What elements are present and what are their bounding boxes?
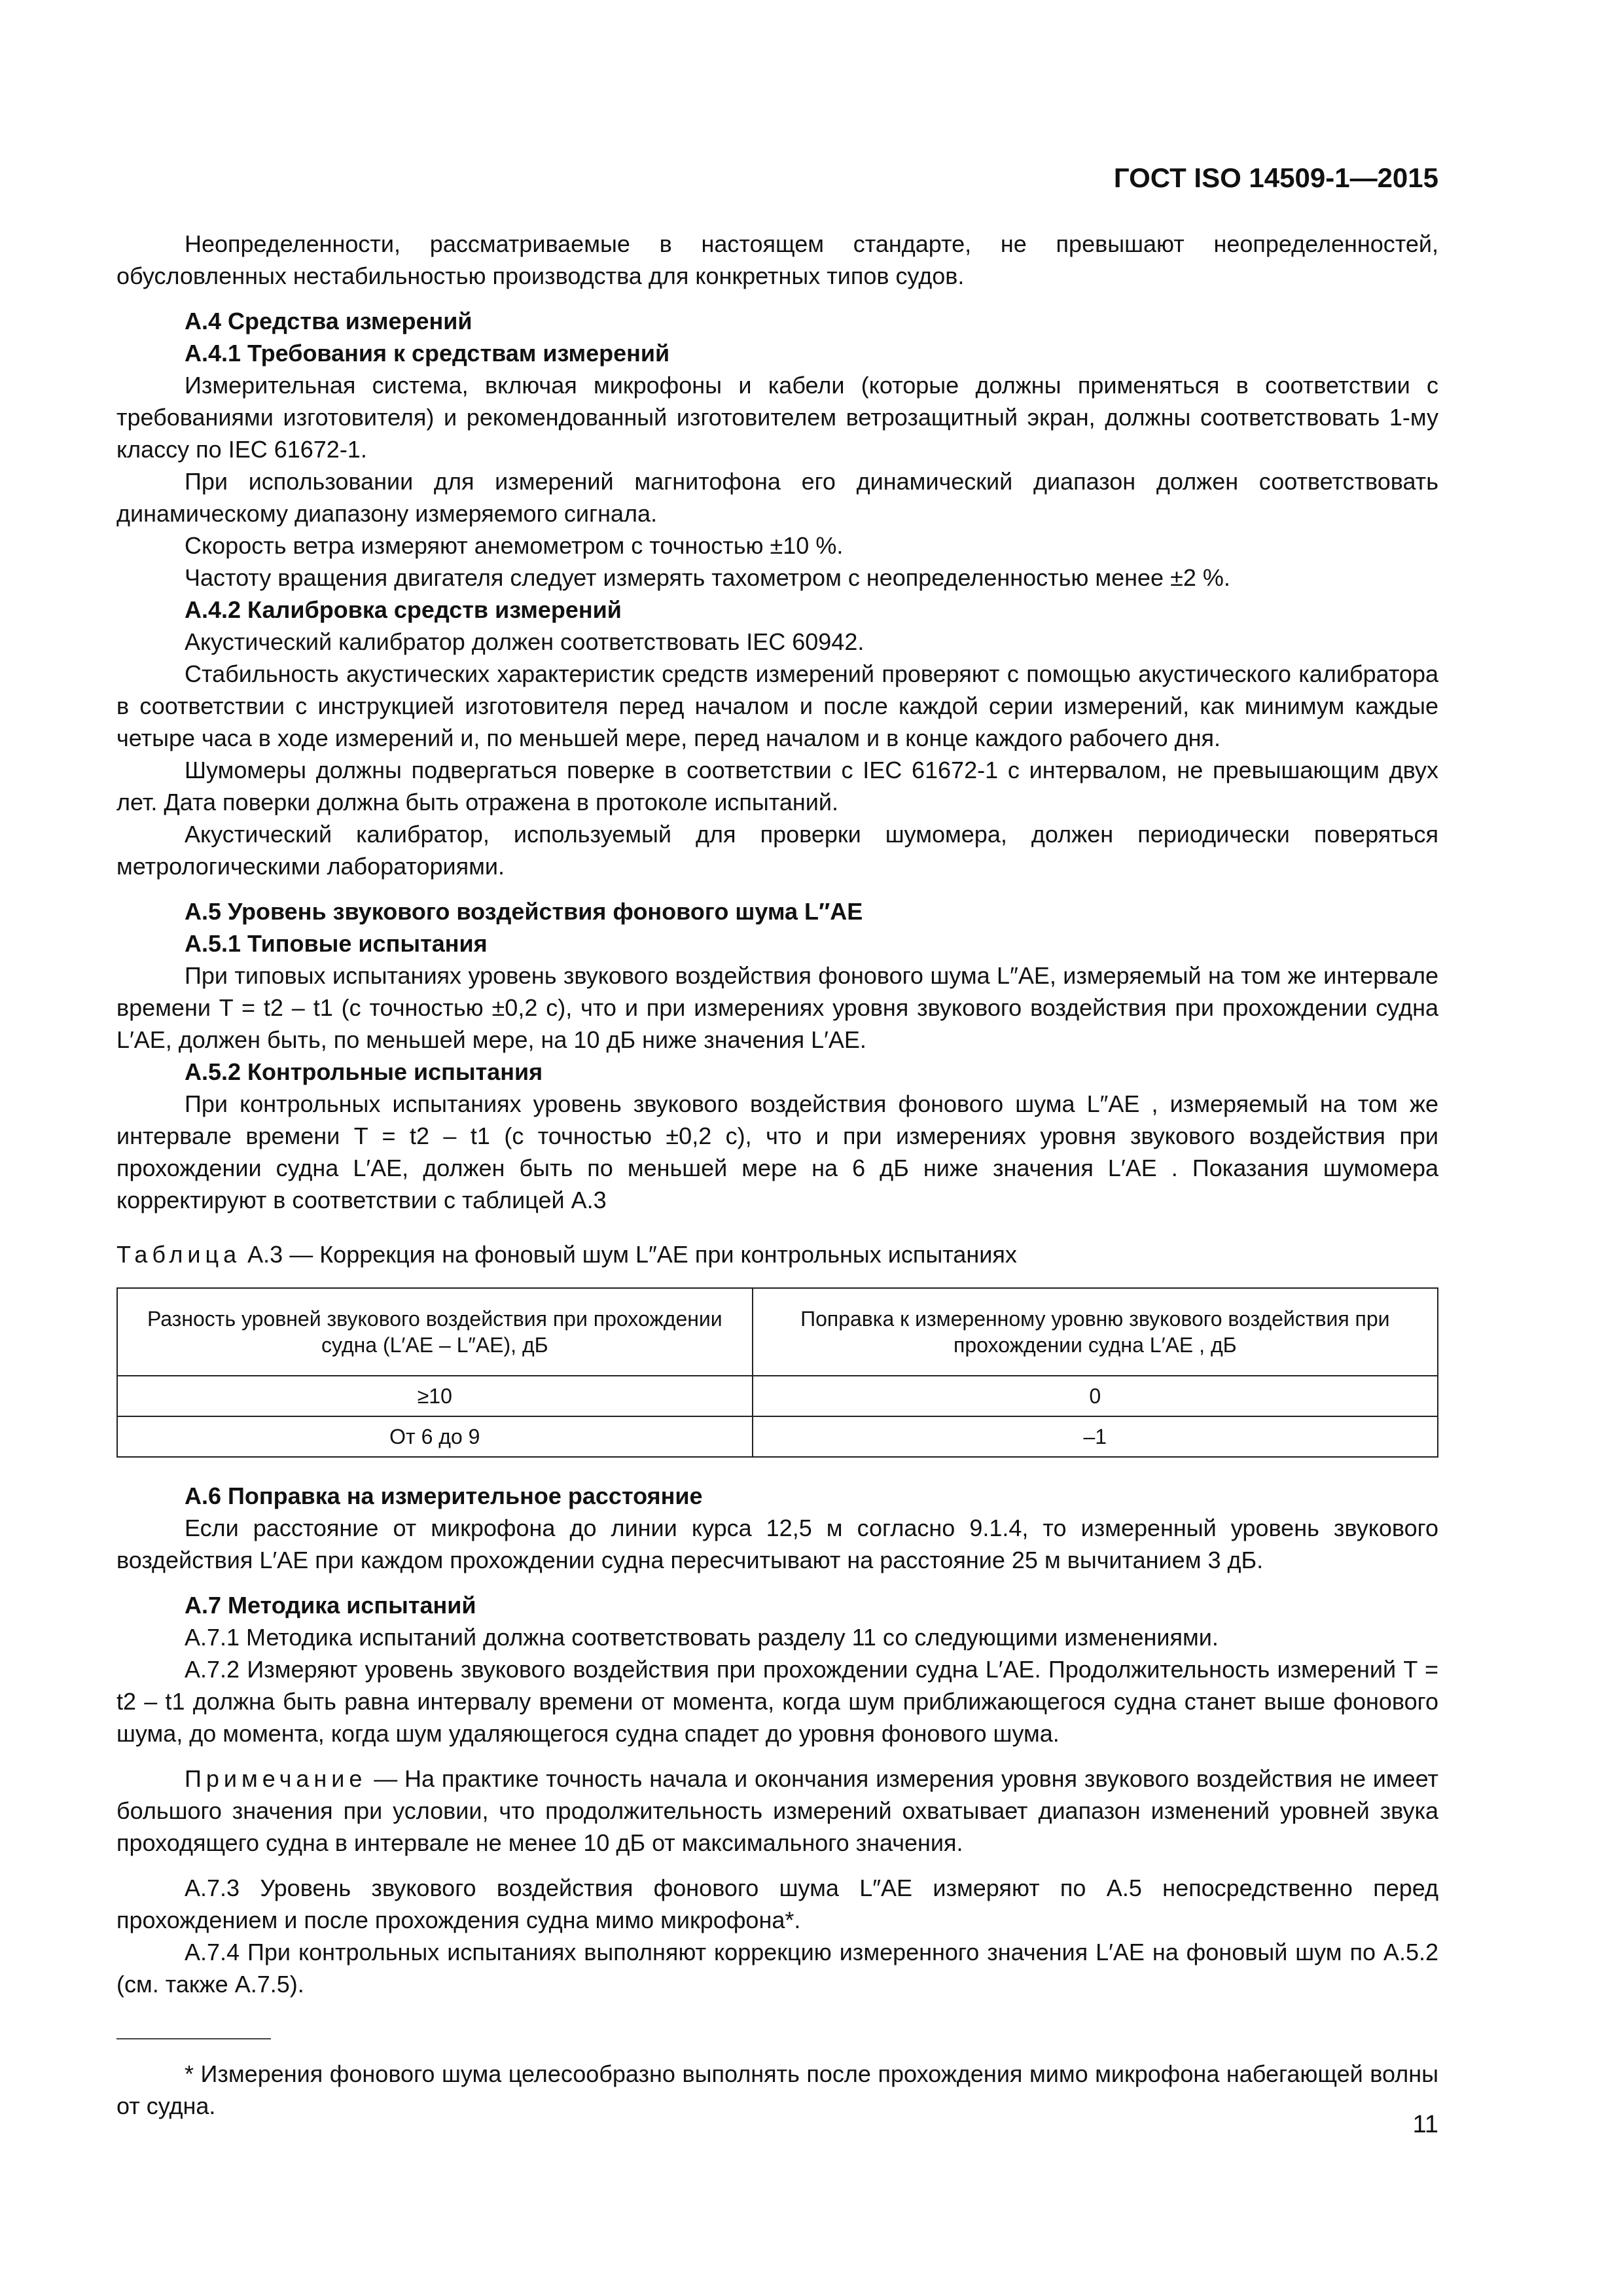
a42-paragraph-4: Акустический калибратор, используемый для проверки шумомера, должен периодически поверяться метрологическими лабораториями. (116, 821, 1438, 880)
table-caption-label: Таблица (116, 1241, 241, 1268)
section-a42-title: А.4.2 Калибровка средств измерений (185, 596, 622, 623)
section-a52-title: А.5.2 Контрольные испытания (185, 1058, 543, 1085)
section-a51-title: А.5.1 Типовые испытания (185, 930, 488, 957)
table-header-col1: Разность уровней звукового воздействия при прохождении судна (L′AE – L″AE), дБ (117, 1288, 753, 1376)
page-number: 11 (1412, 2111, 1438, 2138)
table-cell: ≥10 (117, 1376, 753, 1416)
document-header: ГОСТ ISO 14509-1—2015 (1113, 162, 1438, 193)
a7-paragraph-3: А.7.3 Уровень звукового воздействия фонового шума L″AE измеряют по А.5 непосредственно перед прохождением и после прохождения судна мимо микрофона*. (116, 1874, 1438, 1933)
table-row (117, 1416, 1438, 1457)
a7-note (116, 1763, 1438, 1859)
document-body (116, 228, 1438, 2122)
a7-paragraph-4: А.7.4 При контрольных испытаниях выполняют коррекцию измеренного значения L′AE на фоновый шум по А.5.2 (см. также А.7.5). (116, 1939, 1438, 1998)
a42-paragraph-1: Акустический калибратор должен соответствовать IEC 60942. (185, 628, 865, 655)
intro-paragraph: Неопределенности, рассматриваемые в настоящем стандарте, не превышают неопределенностей, обусловленных нестабильностью производства для конкретных типов судов. (116, 230, 1438, 289)
table-caption (116, 1238, 1438, 1270)
a7-paragraph-1: А.7.1 Методика испытаний должна соответствовать разделу 11 со следующими изменениями. (185, 1624, 1219, 1651)
table-cell: 0 (753, 1376, 1438, 1416)
table-cell: От 6 до 9 (117, 1416, 753, 1457)
section-a41-title: А.4.1 Требования к средствам измерений (185, 340, 670, 367)
note-label: Примечание (185, 1765, 367, 1792)
section-a4-title: А.4 Средства измерений (185, 308, 473, 334)
a41-paragraph-3: Скорость ветра измеряют анемометром с точностью ±10 %. (185, 532, 844, 559)
a42-paragraph-3: Шумомеры должны подвергаться поверке в соответствии с IEC 61672-1 с интервалом, не превышающим двух лет. Дата поверки должна быть отражена в протоколе испытаний. (116, 757, 1438, 816)
section-a7-title: А.7 Методика испытаний (185, 1592, 476, 1619)
a6-paragraph-1: Если расстояние от микрофона до линии курса 12,5 м согласно 9.1.4, то измеренный уровень звукового воздействия L′AE при каждом прохождении судна пересчитывают на расстояние 25 м вычитанием 3 дБ. (116, 1515, 1438, 1573)
a41-paragraph-4: Частоту вращения двигателя следует измерять тахометром с неопределенностью менее ±2 %. (185, 564, 1230, 591)
a51-paragraph-1: При типовых испытаниях уровень звукового воздействия фонового шума L″AE, измеряемый на том же интервале времени T = t2 – t1 (с точностью ±0,2 с), что и при измерениях уровня звукового воздействия при прохождении судна L′AE, должен быть, по меньшей мере, на 10 дБ ниже значения L′AE. (116, 962, 1438, 1053)
correction-table (116, 1287, 1438, 1458)
footnote-divider (116, 2038, 271, 2039)
a52-paragraph-1: При контрольных испытаниях уровень звукового воздействия фонового шума L″AE , измеряемый на том же интервале времени T = t2 – t1 (с точностью ±0,2 с), что и при измерениях уровня звукового воздействия при прохождении судна L′AE, должен быть по меньшей мере на 6 дБ ниже значения L′AE . Показания шумомера корректируют в соответствии с таблицей А.3 (116, 1090, 1438, 1213)
a42-paragraph-2: Стабильность акустических характеристик средств измерений проверяют с помощью акустического калибратора в соответствии с инструкцией изготовителя перед началом и после каждой серии измерений, как минимум каждые четыре часа в ходе измерений и, по меньшей мере, перед началом и в конце каждого рабочего дня. (116, 660, 1438, 751)
section-a6-title: А.6 Поправка на измерительное расстояние (185, 1482, 703, 1509)
section-a5-title: А.5 Уровень звукового воздействия фонового шума L″AE (185, 898, 863, 925)
table-cell: –1 (753, 1416, 1438, 1457)
a7-paragraph-2: А.7.2 Измеряют уровень звукового воздействия при прохождении судна L′AE. Продолжительность измерений T = t2 – t1 должна быть равна интервалу времени от момента, когда шум приближающегося судна станет выше фонового шума, до момента, когда шум удаляющегося судна спадет до уровня фонового шума. (116, 1656, 1438, 1747)
table-caption-text: А.3 — Коррекция на фоновый шум L″AE при контрольных испытаниях (247, 1241, 1017, 1268)
footnote: * Измерения фонового шума целесообразно выполнять после прохождения мимо микрофона набегающей волны от судна. (116, 2060, 1438, 2119)
a41-paragraph-1: Измерительная система, включая микрофоны и кабели (которые должны применяться в соответствии с требованиями изготовителя) и рекомендованный изготовителем ветрозащитный экран, должны соответствовать 1-му классу по IEC 61672-1. (116, 372, 1438, 463)
a41-paragraph-2: При использовании для измерений магнитофона его динамический диапазон должен соответствовать динамическому диапазону измеряемого сигнала. (116, 468, 1438, 527)
note-text: — На практике точность начала и окончания измерения уровня звукового воздействия не имеет большого значения при условии, что продолжительность измерений охватывает диапазон изменений уровней звука проходящего судна в интервале не менее 10 дБ от максимального значения. (116, 1765, 1438, 1856)
table-header-row (117, 1288, 1438, 1376)
table-header-col2: Поправка к измеренному уровню звукового воздействия при прохождении судна L′AE , дБ (753, 1288, 1438, 1376)
table-row (117, 1376, 1438, 1416)
